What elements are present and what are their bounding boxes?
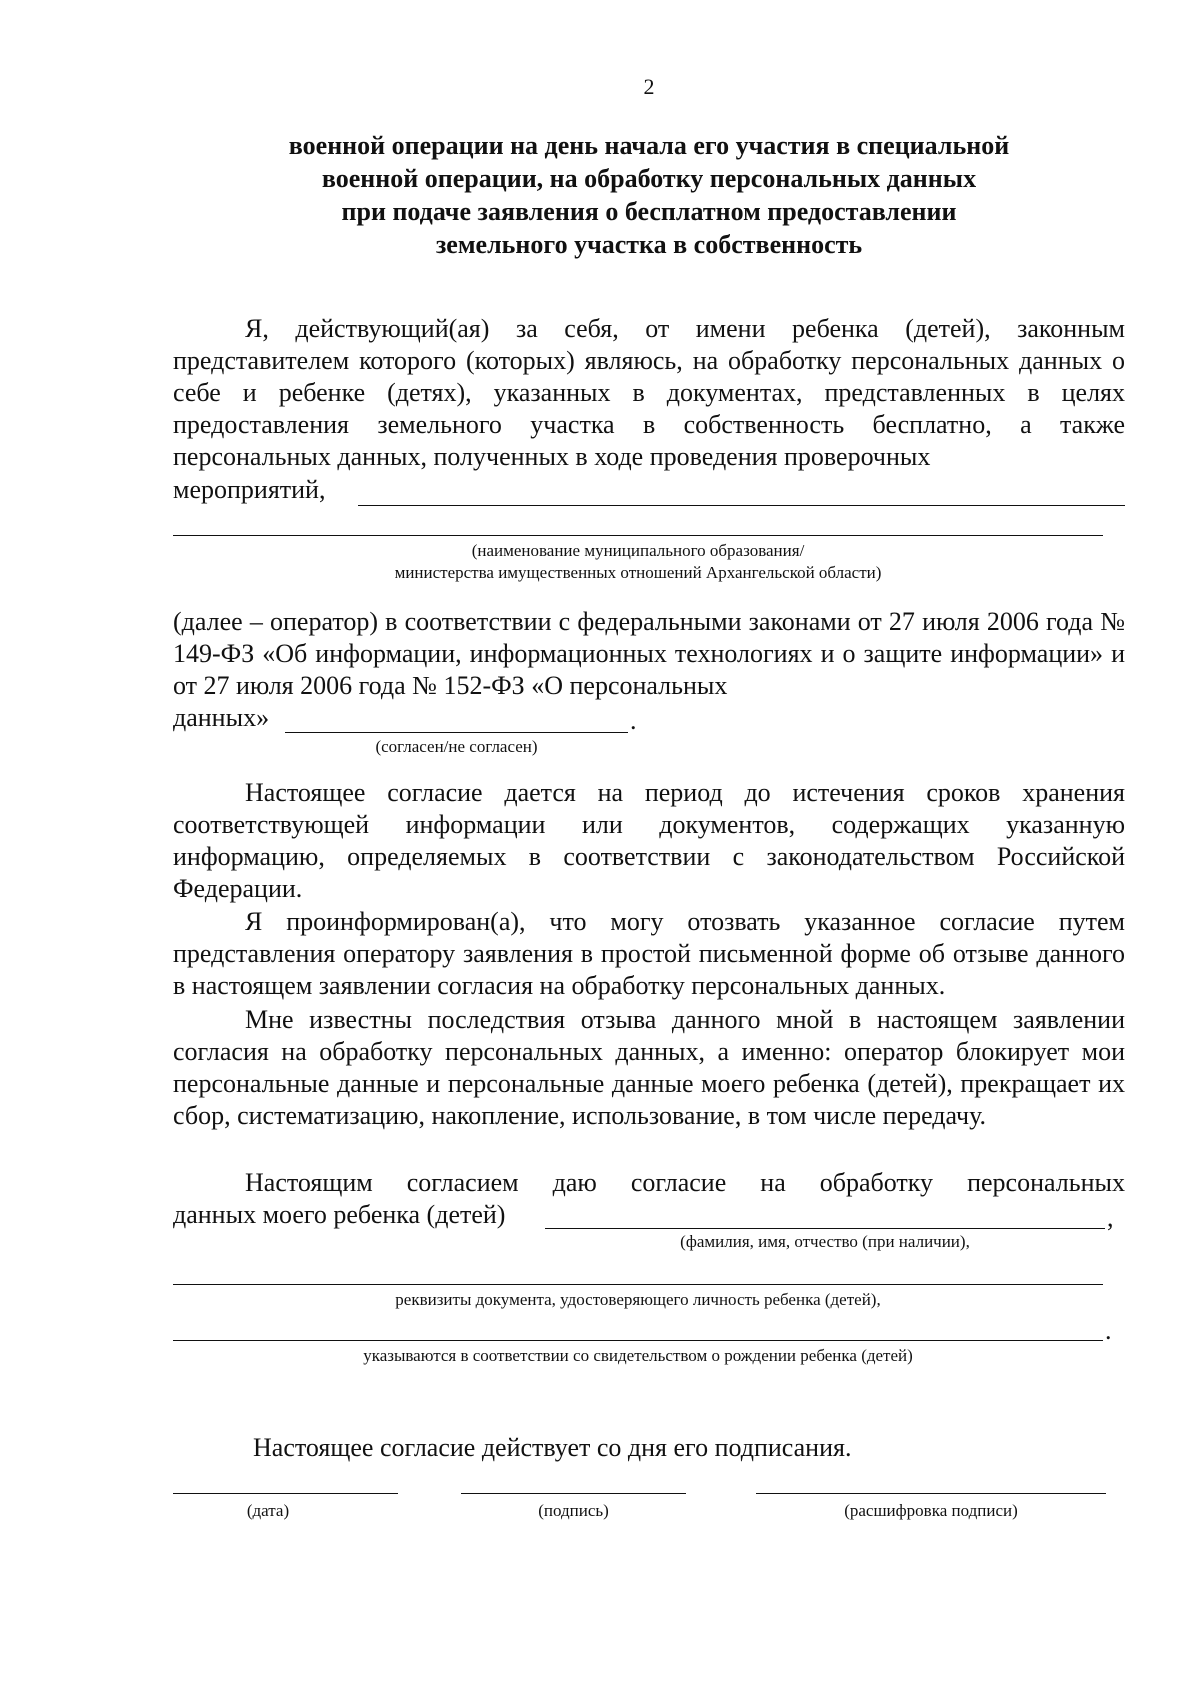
operator-name-field[interactable] [358,505,1125,506]
paragraph-withdrawal-consequences: Мне известны последствия отзыва данного мной в настоящем заявлении согласия на обработку персональных данных, а именно: оператор блокирует мои персональные данные и персональные данные моего ребенка (детей), прекращает их сбор, систематизацию, накопление, использование, в том числе передачу. [173,1005,1125,1130]
operator-line-label: мероприятий, [173,475,326,504]
paragraph-withdrawal-right: Я проинформирован(а), что могу отозвать указанное согласие путем представления оператору заявления в простой письменной форме об отзыве данного в настоящем заявлении согласия на обработку персональных данных. [173,907,1125,1000]
consent-field[interactable] [285,732,628,733]
child-birth-end-punct: . [1105,1316,1112,1345]
document-title [173,129,1125,261]
paragraph-legal-basis-text: (далее – оператор) в соответствии с федеральными законами от 27 июля 2006 года № 149-ФЗ «Об информации, информационных технологиях и о защите информации» и от 27 июля 2006 года № 152-ФЗ «О персональных [173,607,1125,700]
child-document-field[interactable] [173,1284,1103,1285]
child-birth-caption: указываются в соответствии со свидетельством о рождении ребенка (детей) [363,1346,913,1365]
paragraph-validity-period: Настоящее согласие дается на период до истечения сроков хранения соответствующей информации или документов, содержащих указанную информацию, определяемых в соответствии с законодательством Российской Федерации. [173,778,1125,903]
operator-caption-line-1: (наименование муниципального образования/ [471,541,805,560]
operator-name-field-2[interactable] [173,535,1103,536]
operator-caption-line-2: министерства имущественных отношений Архангельской области) [394,563,882,582]
consent-caption: (согласен/не согласен) [375,737,538,756]
child-name-field[interactable] [545,1228,1105,1229]
consent-line [173,702,1125,734]
paragraph-child-consent-line-1: Настоящим согласием даю согласие на обработку персональных [245,1168,1125,1197]
valid-from-statement: Настоящее согласие действует со дня его подписания. [253,1433,852,1462]
child-birth-field[interactable] [173,1340,1103,1341]
signature-caption: (подпись) [538,1501,609,1520]
paragraph-consent-intro [173,313,1125,473]
title-line-3: при подаче заявления о бесплатном предоставлении [341,197,957,226]
operator-caption [173,540,1103,584]
title-line-1: военной операции на день начала его участия в специальной [288,131,1010,160]
paragraph-consent-intro-text: Я, действующий(ая) за себя, от имени ребенка (детей), законным представителем которого (которых) являюсь, на обработку персональных данных о себе и ребенке (детях), указанных в документах, представленных в целях предоставления земельного участка в собственность бесплатно, а также персональных данных, полученных в ходе проведения проверочных [173,314,1125,471]
title-line-4: земельного участка в собственность [435,230,863,259]
signature-decode-field[interactable] [756,1493,1106,1494]
title-line-2: военной операции, на обработку персональных данных [321,164,977,193]
signature-decode-caption: (расшифровка подписи) [844,1501,1018,1520]
child-name-end-punct: , [1107,1203,1114,1232]
signature-field[interactable] [461,1493,686,1494]
date-field[interactable] [173,1493,398,1494]
consent-line-label: данных» [173,703,270,732]
child-document-caption: реквизиты документа, удостоверяющего личность ребенка (детей), [395,1290,881,1309]
paragraph-child-consent [173,1167,1125,1199]
page-number: 2 [643,74,655,99]
child-fio-caption: (фамилия, имя, отчество (при наличии), [680,1232,970,1251]
child-name-line [173,1199,1125,1231]
operator-line [173,474,1125,506]
date-caption: (дата) [246,1501,290,1520]
consent-end-punct: . [630,706,637,735]
paragraph-legal-basis [173,606,1125,702]
child-name-line-label: данных моего ребенка (детей) [173,1200,506,1229]
